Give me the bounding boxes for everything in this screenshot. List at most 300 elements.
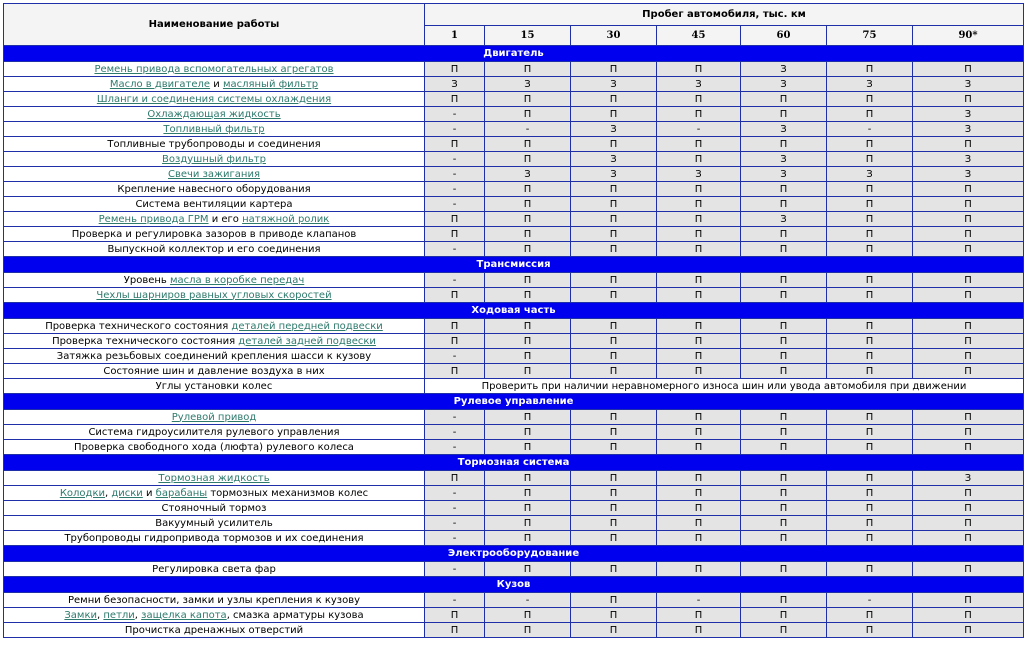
- value-cell: П: [657, 410, 741, 425]
- value-cell: П: [485, 92, 571, 107]
- section-header: [4, 303, 1024, 319]
- table-row: [4, 349, 1024, 364]
- value-cell: П: [827, 319, 913, 334]
- value-cell: П: [571, 334, 657, 349]
- value-cell: П: [571, 62, 657, 77]
- section-title: Трансмиссия: [4, 257, 1024, 273]
- value-cell: П: [913, 593, 1024, 608]
- value-cell: -: [485, 122, 571, 137]
- work-link[interactable]: масла в коробке передач: [169, 274, 305, 286]
- value-cell: З: [741, 77, 827, 92]
- value-cell: П: [571, 242, 657, 257]
- value-cell: П: [657, 319, 741, 334]
- note-cell: Проверить при наличии неравномерного износа шин или увода автомобиля при движении: [425, 379, 1024, 394]
- work-link[interactable]: Охлаждающая жидкость: [147, 108, 281, 120]
- value-cell: П: [571, 531, 657, 546]
- work-name-cell: [4, 77, 425, 92]
- value-cell: З: [913, 107, 1024, 122]
- value-cell: -: [425, 152, 485, 167]
- value-cell: З: [827, 167, 913, 182]
- work-name-cell: [4, 593, 425, 608]
- work-link[interactable]: Тормозная жидкость: [158, 472, 270, 484]
- value-cell: П: [571, 288, 657, 303]
- value-cell: П: [913, 137, 1024, 152]
- value-cell: П: [571, 486, 657, 501]
- work-text: Уровень: [123, 274, 170, 286]
- value-cell: П: [657, 364, 741, 379]
- value-cell: П: [485, 212, 571, 227]
- value-cell: П: [571, 273, 657, 288]
- value-cell: -: [827, 593, 913, 608]
- value-cell: П: [913, 410, 1024, 425]
- work-link[interactable]: барабаны: [155, 487, 208, 499]
- value-cell: П: [485, 152, 571, 167]
- work-text: Трубопроводы гидропривода тормозов и их соединения: [64, 532, 364, 544]
- value-cell: П: [741, 562, 827, 577]
- value-cell: П: [827, 623, 913, 638]
- table-row: [4, 486, 1024, 501]
- value-cell: -: [425, 562, 485, 577]
- value-cell: П: [425, 227, 485, 242]
- work-name-cell: [4, 440, 425, 455]
- work-name-cell: [4, 62, 425, 77]
- value-cell: П: [657, 623, 741, 638]
- work-text: Проверка и регулировка зазоров в приводе клапанов: [71, 228, 357, 240]
- work-text: , смазка арматуры кузова: [226, 609, 364, 621]
- section-header: [4, 455, 1024, 471]
- work-name-cell: [4, 623, 425, 638]
- value-cell: П: [913, 608, 1024, 623]
- value-cell: П: [741, 516, 827, 531]
- work-name-cell: [4, 242, 425, 257]
- value-cell: З: [741, 167, 827, 182]
- value-cell: П: [425, 137, 485, 152]
- work-link[interactable]: Воздушный фильтр: [162, 153, 266, 165]
- value-cell: П: [425, 471, 485, 486]
- header-work-name: Наименование работы: [4, 4, 425, 46]
- work-link[interactable]: Замки: [64, 609, 98, 621]
- value-cell: П: [571, 562, 657, 577]
- work-link[interactable]: защелка капота: [141, 609, 227, 621]
- table-row: [4, 608, 1024, 623]
- value-cell: П: [485, 227, 571, 242]
- table-row: [4, 531, 1024, 546]
- section-title: Рулевое управление: [4, 394, 1024, 410]
- work-name-cell: [4, 501, 425, 516]
- section-header: [4, 46, 1024, 62]
- table-row: [4, 242, 1024, 257]
- table-row: [4, 440, 1024, 455]
- table-row: [4, 593, 1024, 608]
- value-cell: П: [657, 197, 741, 212]
- value-cell: П: [827, 242, 913, 257]
- value-cell: П: [657, 349, 741, 364]
- value-cell: -: [425, 122, 485, 137]
- value-cell: П: [827, 516, 913, 531]
- work-link[interactable]: деталей задней подвески: [238, 335, 376, 347]
- work-text: и его: [208, 213, 243, 225]
- value-cell: П: [571, 440, 657, 455]
- table-row: [4, 410, 1024, 425]
- header-mileage: Пробег автомобиля, тыс. км: [425, 4, 1024, 26]
- value-cell: П: [571, 364, 657, 379]
- value-cell: П: [827, 227, 913, 242]
- value-cell: П: [485, 531, 571, 546]
- value-cell: П: [913, 531, 1024, 546]
- table-row: [4, 364, 1024, 379]
- work-link[interactable]: Колодки: [59, 487, 105, 499]
- value-cell: П: [827, 273, 913, 288]
- work-text: тормозных механизмов колес: [207, 487, 369, 499]
- header-km-5: 75: [827, 26, 913, 46]
- value-cell: П: [657, 227, 741, 242]
- value-cell: П: [913, 273, 1024, 288]
- work-name-cell: [4, 608, 425, 623]
- table-row: [4, 122, 1024, 137]
- value-cell: П: [485, 273, 571, 288]
- work-name-cell: [4, 516, 425, 531]
- value-cell: П: [571, 501, 657, 516]
- table-row: [4, 107, 1024, 122]
- work-text: ,: [105, 487, 112, 499]
- value-cell: П: [657, 182, 741, 197]
- work-text: Крепление навесного оборудования: [117, 183, 311, 195]
- value-cell: П: [485, 471, 571, 486]
- value-cell: П: [485, 501, 571, 516]
- work-name-cell: [4, 152, 425, 167]
- work-link[interactable]: Чехлы шарниров равных угловых скоростей: [96, 289, 332, 301]
- value-cell: П: [657, 562, 741, 577]
- work-text: Прочистка дренажных отверстий: [124, 624, 304, 636]
- value-cell: З: [657, 167, 741, 182]
- value-cell: П: [657, 288, 741, 303]
- section-title: Кузов: [4, 577, 1024, 593]
- value-cell: П: [741, 471, 827, 486]
- value-cell: П: [425, 92, 485, 107]
- work-text: Проверка свободного хода (люфта) рулевого колеса: [74, 441, 354, 453]
- header-km-1: 15: [485, 26, 571, 46]
- value-cell: П: [485, 62, 571, 77]
- value-cell: П: [571, 623, 657, 638]
- value-cell: -: [425, 516, 485, 531]
- value-cell: П: [827, 62, 913, 77]
- value-cell: П: [827, 501, 913, 516]
- work-name-cell: [4, 562, 425, 577]
- value-cell: П: [485, 197, 571, 212]
- header-km-4: 60: [741, 26, 827, 46]
- value-cell: П: [485, 623, 571, 638]
- section-title: Электрооборудование: [4, 546, 1024, 562]
- value-cell: -: [425, 182, 485, 197]
- work-text: Ремни безопасности, замки и узлы крепления к кузову: [67, 594, 361, 606]
- value-cell: П: [425, 212, 485, 227]
- value-cell: З: [827, 77, 913, 92]
- value-cell: П: [571, 107, 657, 122]
- work-name-cell: [4, 471, 425, 486]
- value-cell: -: [425, 486, 485, 501]
- value-cell: П: [571, 92, 657, 107]
- table-body: [4, 46, 1024, 638]
- work-name-cell: [4, 531, 425, 546]
- section-title: Двигатель: [4, 46, 1024, 62]
- table-row: [4, 319, 1024, 334]
- work-link[interactable]: масляный фильтр: [222, 78, 319, 90]
- header-km-2: 30: [571, 26, 657, 46]
- value-cell: П: [827, 486, 913, 501]
- value-cell: -: [657, 593, 741, 608]
- work-link[interactable]: Рулевой привод: [171, 411, 257, 423]
- value-cell: П: [571, 319, 657, 334]
- value-cell: П: [827, 334, 913, 349]
- value-cell: П: [741, 608, 827, 623]
- value-cell: П: [827, 562, 913, 577]
- value-cell: П: [425, 364, 485, 379]
- work-text: Проверка технического состояния: [52, 335, 239, 347]
- work-name-cell: [4, 137, 425, 152]
- value-cell: П: [827, 182, 913, 197]
- value-cell: П: [827, 410, 913, 425]
- work-text: Топливные трубопроводы и соединения: [107, 138, 321, 150]
- value-cell: П: [741, 623, 827, 638]
- value-cell: З: [571, 122, 657, 137]
- value-cell: П: [571, 471, 657, 486]
- value-cell: -: [827, 122, 913, 137]
- work-text: Регулировка света фар: [152, 563, 276, 575]
- work-text: Система вентиляции картера: [135, 198, 293, 210]
- work-link[interactable]: Топливный фильтр: [163, 123, 265, 135]
- value-cell: П: [657, 137, 741, 152]
- value-cell: П: [827, 197, 913, 212]
- value-cell: П: [571, 516, 657, 531]
- work-name-cell: [4, 182, 425, 197]
- value-cell: П: [741, 364, 827, 379]
- value-cell: П: [741, 334, 827, 349]
- value-cell: П: [913, 364, 1024, 379]
- value-cell: -: [425, 273, 485, 288]
- value-cell: П: [741, 319, 827, 334]
- work-text: Углы установки колес: [155, 380, 273, 392]
- value-cell: -: [425, 167, 485, 182]
- value-cell: П: [485, 486, 571, 501]
- table-row: [4, 137, 1024, 152]
- work-name-cell: [4, 92, 425, 107]
- value-cell: П: [485, 319, 571, 334]
- value-cell: -: [425, 242, 485, 257]
- value-cell: З: [485, 167, 571, 182]
- header-km-0: 1: [425, 26, 485, 46]
- value-cell: П: [741, 197, 827, 212]
- work-text: Вакуумный усилитель: [155, 517, 273, 529]
- value-cell: П: [741, 273, 827, 288]
- value-cell: П: [485, 562, 571, 577]
- value-cell: П: [741, 486, 827, 501]
- value-cell: П: [741, 288, 827, 303]
- work-link[interactable]: Шланги и соединения системы охлаждения: [96, 93, 332, 105]
- value-cell: П: [485, 137, 571, 152]
- value-cell: П: [657, 440, 741, 455]
- work-name-cell: [4, 107, 425, 122]
- work-link[interactable]: деталей передней подвески: [231, 320, 383, 332]
- work-text: Затяжка резьбовых соединений крепления шасси к кузову: [56, 350, 372, 362]
- value-cell: П: [827, 608, 913, 623]
- table-row: [4, 92, 1024, 107]
- value-cell: П: [485, 440, 571, 455]
- value-cell: П: [425, 608, 485, 623]
- work-name-cell: [4, 486, 425, 501]
- work-name-cell: [4, 364, 425, 379]
- value-cell: З: [571, 77, 657, 92]
- value-cell: П: [741, 227, 827, 242]
- work-name-cell: [4, 212, 425, 227]
- value-cell: П: [913, 440, 1024, 455]
- work-text: и: [210, 78, 223, 90]
- work-name-cell: [4, 227, 425, 242]
- header-km-3: 45: [657, 26, 741, 46]
- value-cell: П: [485, 516, 571, 531]
- value-cell: П: [913, 486, 1024, 501]
- value-cell: П: [913, 182, 1024, 197]
- value-cell: П: [741, 501, 827, 516]
- value-cell: П: [571, 197, 657, 212]
- value-cell: П: [741, 425, 827, 440]
- value-cell: П: [657, 501, 741, 516]
- work-name-cell: [4, 273, 425, 288]
- value-cell: П: [657, 242, 741, 257]
- value-cell: З: [741, 152, 827, 167]
- value-cell: П: [913, 425, 1024, 440]
- work-link[interactable]: Масло в двигателе: [109, 78, 211, 90]
- value-cell: -: [425, 410, 485, 425]
- value-cell: П: [913, 227, 1024, 242]
- work-link[interactable]: диски: [111, 487, 143, 499]
- value-cell: П: [571, 227, 657, 242]
- table-row: [4, 516, 1024, 531]
- value-cell: П: [741, 410, 827, 425]
- value-cell: П: [657, 212, 741, 227]
- value-cell: -: [425, 593, 485, 608]
- value-cell: П: [425, 319, 485, 334]
- work-name-cell: [4, 167, 425, 182]
- value-cell: З: [913, 77, 1024, 92]
- value-cell: П: [571, 212, 657, 227]
- value-cell: З: [571, 152, 657, 167]
- table-row: [4, 501, 1024, 516]
- value-cell: П: [571, 349, 657, 364]
- value-cell: П: [913, 516, 1024, 531]
- table-row: [4, 212, 1024, 227]
- work-name-cell: [4, 319, 425, 334]
- value-cell: П: [827, 471, 913, 486]
- value-cell: П: [827, 440, 913, 455]
- value-cell: П: [485, 107, 571, 122]
- value-cell: П: [657, 531, 741, 546]
- value-cell: П: [485, 608, 571, 623]
- work-name-cell: [4, 425, 425, 440]
- value-cell: З: [425, 77, 485, 92]
- value-cell: П: [827, 425, 913, 440]
- value-cell: П: [657, 92, 741, 107]
- value-cell: -: [425, 440, 485, 455]
- value-cell: -: [425, 425, 485, 440]
- table-row: [4, 77, 1024, 92]
- value-cell: П: [657, 516, 741, 531]
- value-cell: П: [741, 593, 827, 608]
- value-cell: П: [827, 364, 913, 379]
- work-text: ,: [134, 609, 142, 621]
- value-cell: П: [827, 152, 913, 167]
- value-cell: П: [827, 92, 913, 107]
- value-cell: П: [485, 182, 571, 197]
- value-cell: П: [913, 212, 1024, 227]
- table-row: [4, 623, 1024, 638]
- work-text: Состояние шин и давление воздуха в них: [103, 365, 325, 377]
- value-cell: З: [741, 122, 827, 137]
- value-cell: П: [425, 623, 485, 638]
- value-cell: П: [913, 562, 1024, 577]
- value-cell: П: [913, 501, 1024, 516]
- table-row: [4, 227, 1024, 242]
- value-cell: П: [485, 425, 571, 440]
- work-name-cell: [4, 288, 425, 303]
- value-cell: П: [827, 107, 913, 122]
- value-cell: -: [657, 122, 741, 137]
- section-title: Тормозная система: [4, 455, 1024, 471]
- value-cell: -: [485, 593, 571, 608]
- value-cell: П: [741, 531, 827, 546]
- value-cell: З: [913, 152, 1024, 167]
- work-link[interactable]: петли: [103, 609, 135, 621]
- value-cell: -: [425, 107, 485, 122]
- value-cell: П: [425, 334, 485, 349]
- value-cell: П: [913, 319, 1024, 334]
- work-link[interactable]: натяжной ролик: [242, 213, 330, 225]
- value-cell: З: [485, 77, 571, 92]
- value-cell: П: [485, 349, 571, 364]
- value-cell: П: [571, 593, 657, 608]
- table-row: [4, 425, 1024, 440]
- work-link[interactable]: Ремень привода вспомогательных агрегатов: [94, 63, 334, 75]
- work-link[interactable]: Свечи зажигания: [167, 168, 260, 180]
- value-cell: П: [827, 288, 913, 303]
- value-cell: П: [571, 137, 657, 152]
- value-cell: П: [827, 212, 913, 227]
- value-cell: П: [657, 608, 741, 623]
- table-row: [4, 182, 1024, 197]
- work-link[interactable]: Ремень привода ГРМ: [98, 213, 209, 225]
- value-cell: -: [425, 531, 485, 546]
- value-cell: П: [657, 273, 741, 288]
- value-cell: П: [913, 62, 1024, 77]
- value-cell: П: [913, 288, 1024, 303]
- value-cell: П: [741, 349, 827, 364]
- table-row: [4, 288, 1024, 303]
- table-row: [4, 471, 1024, 486]
- value-cell: П: [913, 242, 1024, 257]
- value-cell: П: [657, 107, 741, 122]
- table-row: [4, 379, 1024, 394]
- maintenance-schedule-table: [3, 3, 1024, 638]
- value-cell: З: [913, 122, 1024, 137]
- work-text: Стояночный тормоз: [161, 502, 267, 514]
- section-header: [4, 546, 1024, 562]
- work-name-cell: [4, 379, 425, 394]
- value-cell: П: [741, 440, 827, 455]
- value-cell: П: [827, 349, 913, 364]
- value-cell: П: [657, 471, 741, 486]
- value-cell: П: [571, 425, 657, 440]
- table-row: [4, 273, 1024, 288]
- value-cell: З: [657, 77, 741, 92]
